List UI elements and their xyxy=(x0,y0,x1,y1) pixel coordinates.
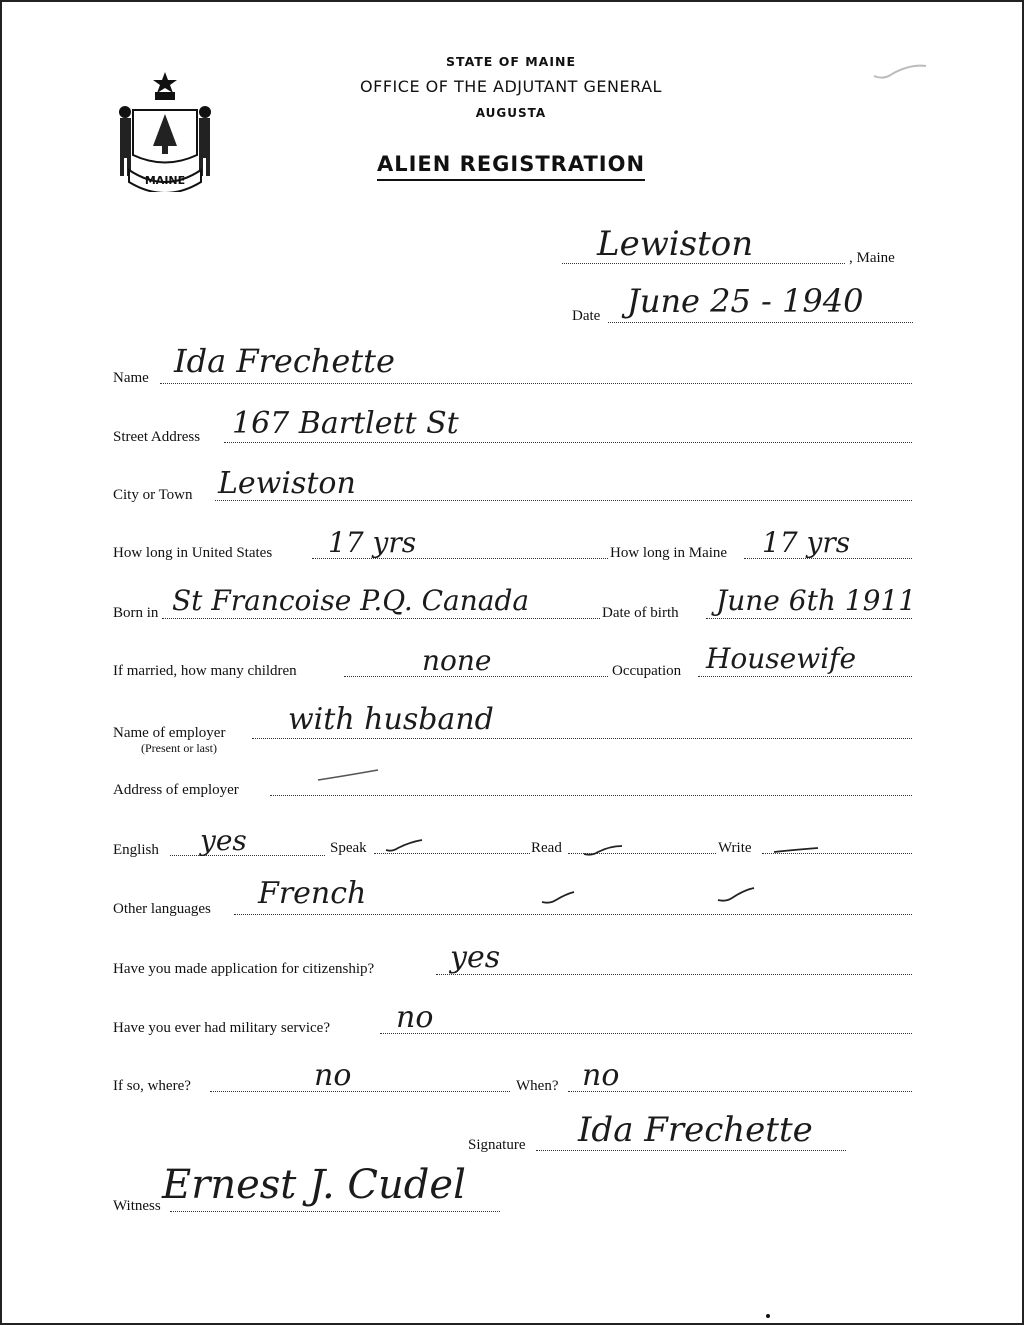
military-label: Have you ever had military service? xyxy=(113,1020,330,1036)
place-value: Lewiston xyxy=(597,224,754,264)
date-line xyxy=(608,322,913,323)
us-stay-label: How long in United States xyxy=(113,545,273,561)
city-heading: AUGUSTA xyxy=(475,106,547,120)
other-languages-label: Other languages xyxy=(113,901,211,917)
citizenship-line xyxy=(436,974,912,975)
street-value: 167 Bartlett St xyxy=(232,406,459,441)
form-title-text: ALIEN REGISTRATION xyxy=(377,152,645,181)
maine-stay-value: 17 yrs xyxy=(762,526,851,559)
when-value: no xyxy=(582,1058,620,1093)
seal-label: MAINE xyxy=(144,174,186,187)
where-value: no xyxy=(314,1058,352,1093)
name-value: Ida Frechette xyxy=(174,342,395,380)
office-heading: OFFICE OF THE ADJUTANT GENERAL xyxy=(360,77,662,96)
speak-check-icon xyxy=(382,838,426,856)
occupation-label: Occupation xyxy=(612,663,682,679)
read-check-icon xyxy=(580,840,624,860)
street-label: Street Address xyxy=(113,429,201,445)
witness-value: Ernest J. Cudel xyxy=(162,1162,466,1208)
dob-line xyxy=(706,618,912,619)
born-value: St Francoise P.Q. Canada xyxy=(172,584,530,617)
employer-address-line xyxy=(270,795,912,796)
english-label: English xyxy=(113,842,159,858)
english-value: yes xyxy=(200,824,247,857)
french-speak-check-icon xyxy=(538,890,578,908)
witness-label: Witness xyxy=(113,1198,161,1214)
place-suffix: , Maine xyxy=(849,250,895,266)
occupation-value: Housewife xyxy=(706,642,857,675)
when-line xyxy=(568,1091,912,1092)
where-label: If so, where? xyxy=(113,1078,191,1094)
employer-value: with husband xyxy=(288,702,494,737)
citizenship-value: yes xyxy=(450,940,501,975)
english-line xyxy=(170,855,325,856)
born-line xyxy=(162,618,600,619)
speak-label: Speak xyxy=(330,840,367,856)
french-write-check-icon xyxy=(714,886,758,906)
when-label: When? xyxy=(516,1078,559,1094)
write-label: Write xyxy=(718,840,752,856)
occupation-line xyxy=(698,676,912,677)
children-value: none xyxy=(422,644,492,677)
military-line xyxy=(380,1033,912,1034)
ink-dot xyxy=(766,1314,770,1318)
employer-line xyxy=(252,738,912,739)
street-line xyxy=(224,442,912,443)
other-languages-line xyxy=(234,914,912,915)
employer-address-label: Address of employer xyxy=(113,782,239,798)
witness-line xyxy=(170,1211,500,1212)
citizenship-label: Have you made application for citizenship? xyxy=(113,961,375,977)
military-value: no xyxy=(396,1000,434,1035)
form-title xyxy=(0,152,1023,176)
where-line xyxy=(210,1091,510,1092)
city-label: City or Town xyxy=(113,487,193,503)
signature-value: Ida Frechette xyxy=(578,1110,813,1150)
dob-label: Date of birth xyxy=(602,605,679,621)
check-mark-icon xyxy=(870,62,930,86)
state-heading: STATE OF MAINE xyxy=(446,54,576,69)
other-languages-value: French xyxy=(258,876,367,911)
employer-label: Name of employer xyxy=(113,725,226,741)
name-label: Name xyxy=(113,370,149,386)
dash-mark-icon xyxy=(314,766,384,786)
dob-value: June 6th 1911 xyxy=(716,584,917,617)
write-check-icon xyxy=(772,842,822,858)
employer-sublabel: (Present or last) xyxy=(141,741,217,755)
city-value: Lewiston xyxy=(218,466,356,501)
read-label: Read xyxy=(531,840,562,856)
signature-label: Signature xyxy=(468,1137,526,1153)
us-stay-value: 17 yrs xyxy=(328,526,417,559)
name-line xyxy=(160,383,912,384)
date-label: Date xyxy=(572,308,601,324)
signature-line xyxy=(536,1150,846,1151)
date-value: June 25 - 1940 xyxy=(627,282,864,320)
children-label: If married, how many children xyxy=(113,663,297,679)
maine-stay-label: How long in Maine xyxy=(610,545,728,561)
born-label: Born in xyxy=(113,605,159,621)
